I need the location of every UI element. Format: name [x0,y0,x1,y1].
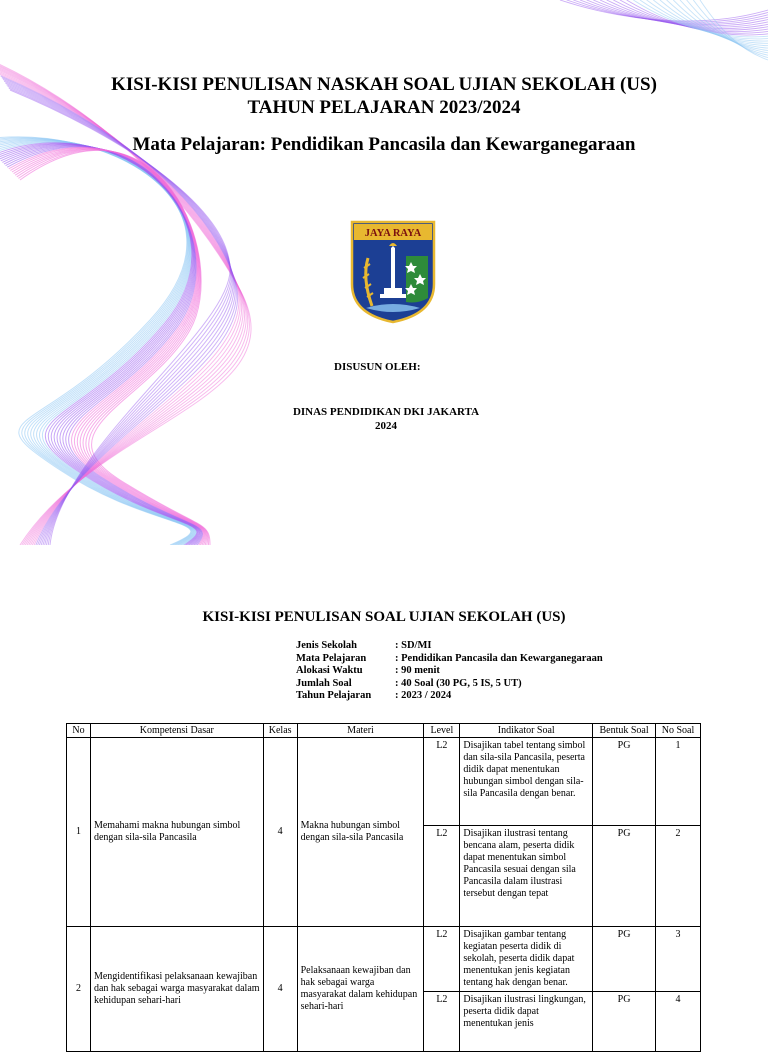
col-header-no-soal: No Soal [656,724,701,738]
cell-indikator: Disajikan tabel tentang simbol dan sila-sila Pancasila, peserta didik dapat menentukan hubungan simbol dengan sila-sila Pancasila dengan benar. [460,738,593,826]
cell-no-soal: 3 [656,927,701,992]
compiled-by-label: DISUSUN OLEH: [334,361,421,373]
cell-bentuk-soal: PG [593,738,656,826]
table-row [67,927,701,992]
cell-indikator: Disajikan ilustrasi tentang bencana alam, peserta didik dapat menentukan simbol Pancasila sesuai dengan sila Pancasila dalam ilustrasi tersebut dengan tepat [460,826,593,927]
cell-indikator: Disajikan gambar tentang kegiatan peserta didik di sekolah, peserta didik dapat menentukan jenis kegiatan tentang hak dengan benar. [460,927,593,992]
cell-no: 2 [67,927,91,1052]
grid-info [296,640,603,703]
grid-title: KISI-KISI PENULISAN SOAL UJIAN SEKOLAH (US) [202,609,566,625]
info-value: : Pendidikan Pancasila dan Kewarganegaraan [395,652,603,664]
info-label: Jumlah Soal [296,677,352,689]
cell-kelas: 4 [263,927,297,1052]
info-label: Mata Pelajaran [296,652,367,664]
cover-title-line1: KISI-KISI PENULISAN NASKAH SOAL UJIAN SEKOLAH (US) [111,74,657,95]
logo-text: JAYA RAYA [364,228,422,239]
col-header-bentuk-soal: Bentuk Soal [593,724,656,738]
wave-line [0,142,196,545]
cell-materi: Makna hubungan simbol dengan sila-sila Pancasila [297,738,424,927]
info-row [296,690,603,703]
col-header-materi: Materi [297,724,424,738]
cell-kompetensi-dasar: Mengidentifikasi pelaksanaan kewajiban dan hak sebagai warga masyarakat dalam kehidupan sehari-hari [90,927,263,1052]
col-header-kompetensi-dasar: Kompetensi Dasar [90,724,263,738]
col-header-level: Level [424,724,460,738]
info-row [296,653,603,666]
cover-title-line2: TAHUN PELAJARAN 2023/2024 [247,97,521,118]
jakarta-emblem-logo [346,218,440,324]
cell-level: L2 [424,738,460,826]
col-header-indikator-soal: Indikator Soal [460,724,593,738]
info-value: : 90 menit [395,665,440,677]
info-row [296,665,603,678]
info-value: : 2023 / 2024 [395,690,452,702]
cell-bentuk-soal: PG [593,992,656,1052]
cell-materi: Pelaksanaan kewajiban dan hak sebagai warga masyarakat dalam kehidupan sehari-hari [297,927,424,1052]
table-row [67,738,701,826]
organization-block [0,405,768,433]
cell-bentuk-soal: PG [593,826,656,927]
cover-year: 2024 [375,420,397,432]
cell-no: 1 [67,738,91,927]
info-row [296,678,603,691]
info-value: : 40 Soal (30 PG, 5 IS, 5 UT) [395,677,522,689]
kisi-kisi-table [66,723,701,1052]
info-label: Tahun Pelajaran [296,690,372,702]
info-row [296,640,603,653]
cover-subject: Mata Pelajaran: Pendidikan Pancasila dan Kewarganegaraan [132,134,636,155]
cell-no-soal: 2 [656,826,701,927]
info-label: Alokasi Waktu [296,665,363,677]
cell-kompetensi-dasar: Memahami makna hubungan simbol dengan sila-sila Pancasila [90,738,263,927]
organization-name: DINAS PENDIDIKAN DKI JAKARTA [292,406,480,418]
cell-bentuk-soal: PG [593,927,656,992]
cell-no-soal: 1 [656,738,701,826]
cell-no-soal: 4 [656,992,701,1052]
col-header-no: No [67,724,91,738]
info-label: Jenis Sekolah [296,640,357,651]
cell-level: L2 [424,927,460,992]
table-header-row [67,724,701,738]
info-value: : SD/MI [395,640,432,651]
cell-level: L2 [424,992,460,1052]
cell-level: L2 [424,826,460,927]
cell-kelas: 4 [263,738,297,927]
cell-indikator: Disajikan ilustrasi lingkungan, peserta didik dapat menentukan jenis [460,992,593,1052]
col-header-kelas: Kelas [263,724,297,738]
